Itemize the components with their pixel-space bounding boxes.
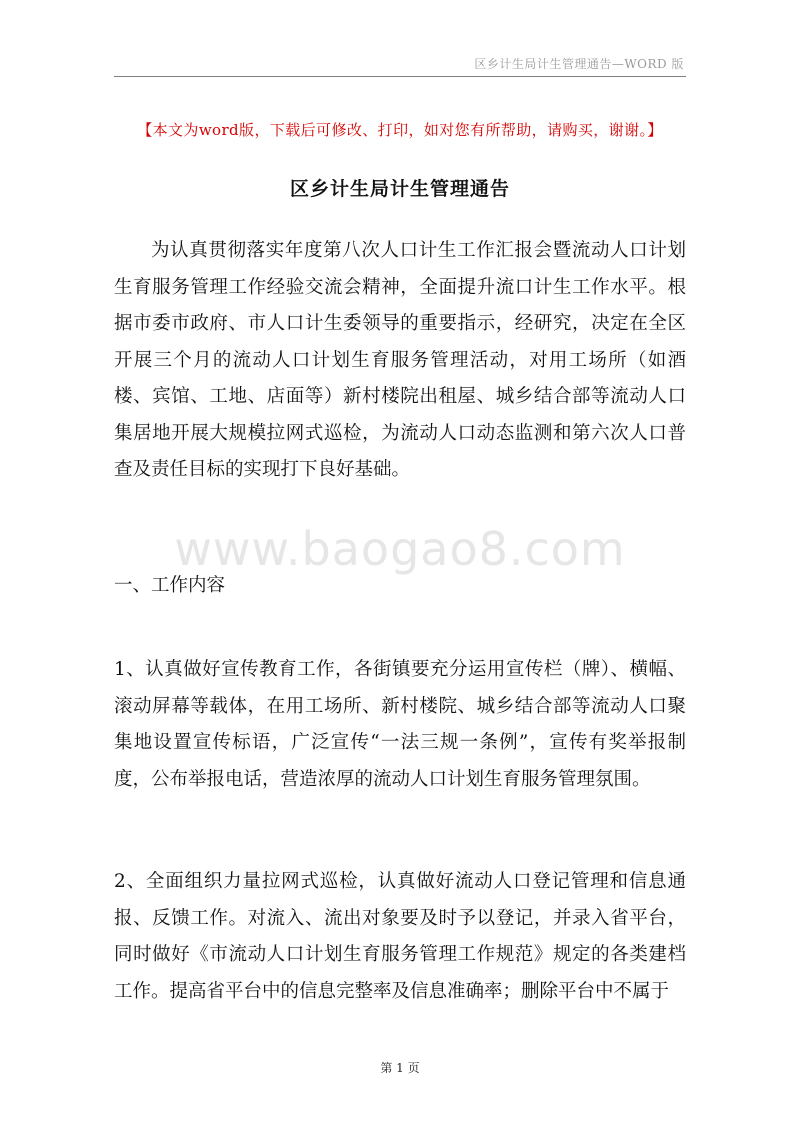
section-heading: 一、工作内容 [114,575,226,596]
watermark: www.baogao8.com [174,522,626,576]
page-number: 第 1 页 [380,1061,420,1075]
running-header: 区乡计生局计生管理通告—WORD 版 [474,57,684,71]
header-divider [114,76,686,77]
list-item: 1、认真做好宣传教育工作，各街镇要充分运用宣传栏（牌）、横幅、滚动屏幕等载体，在用工场所、新村楼院、城乡结合部等流动人口聚集地设置宣传标语，广泛宣传“一法三规一条例”，宣传有奖举报制度，公布举报电话，营造浓厚的流动人口计划生育服务管理氛围。 [114,659,686,790]
list-item: 2、全面组织力量拉网式巡检，认真做好流动人口登记管理和信息通报、反馈工作。对流入、流出对象要及时予以登记，并录入省平台，同时做好《市流动人口计划生育服务管理工作规范》规定的各类建档工作。提高省平台中的信息完整率及信息准确率；删除平台中不属于 [114,871,686,1002]
document-title: 区乡计生局计生管理通告 [289,178,510,200]
intro-paragraph: 为认真贯彻落实年度第八次人口计生工作汇报会暨流动人口计划生育服务管理工作经验交流会精神，全面提升流口计生工作水平。根据市委市政府、市人口计生委领导的重要指示，经研究，决定在全区开展三个月的流动人口计划生育服务管理活动，对用工场所（如酒楼、宾馆、工地、店面等）新村楼院出租屋、城乡结合部等流动人口集居地开展大规模拉网式巡检，为流动人口动态监测和第六次人口普查及责任目标的实现打下良好基础。 [114,240,686,480]
download-notice: 【本文为word版，下载后可修改、打印，如对您有所帮助，请购买，谢谢。】 [137,121,663,139]
